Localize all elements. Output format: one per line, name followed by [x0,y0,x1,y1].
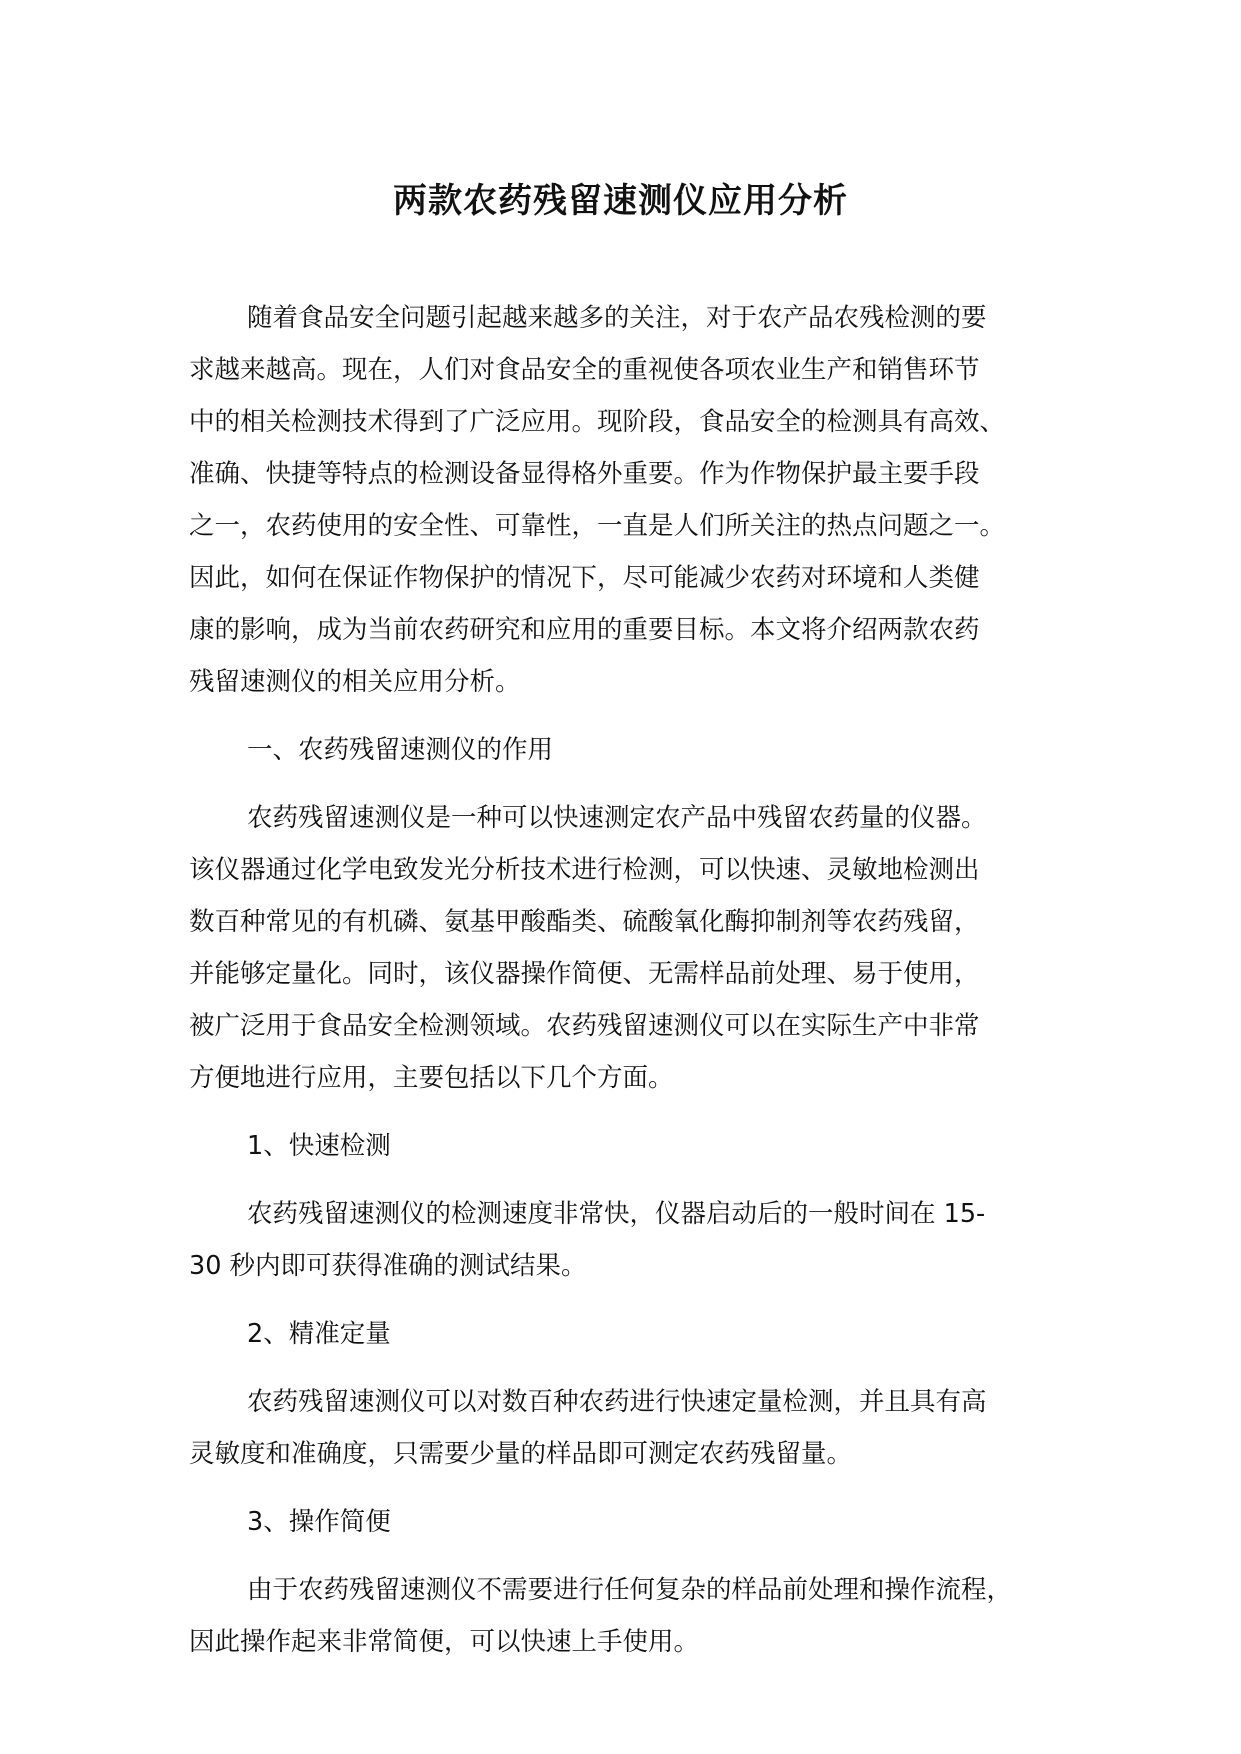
paragraph-line: 由于农药残留速测仪不需要进行任何复杂的样品前处理和操作流程， [247,1575,1013,1605]
document-body [189,292,1089,1668]
paragraph-line: 残留速测仪的相关应用分析。 [189,667,521,697]
paragraph-line: 30 秒内即可获得准确的测试结果。 [189,1251,587,1281]
subsection-heading: 2、精准定量 [247,1319,391,1349]
paragraph-line: 该仪器通过化学电致发光分析技术进行检测，可以快速、灵敏地检测出 [189,855,980,885]
paragraph-line: 因此操作起来非常简便，可以快速上手使用。 [189,1627,700,1657]
paragraph-line: 农药残留速测仪可以对数百种农药进行快速定量检测，并且具有高 [247,1387,987,1417]
intro-paragraph [189,292,1089,708]
paragraph-line: 随着食品安全问题引起越来越多的关注，对于农产品农残检测的要 [247,303,987,333]
paragraph-line: 之一，农药使用的安全性、可靠性，一直是人们所关注的热点问题之一。 [189,511,1006,541]
paragraph-line: 因此，如何在保证作物保护的情况下，尽可能减少农药对环境和人类健 [189,563,980,593]
section1-paragraph [189,792,1089,1104]
paragraph-line: 求越来越高。现在，人们对食品安全的重视使各项农业生产和销售环节 [189,355,980,385]
paragraph-line: 数百种常见的有机磷、氨基甲酸酯类、硫酸氧化酶抑制剂等农药残留， [189,907,980,937]
item1-paragraph [189,1188,1089,1292]
paragraph-line: 中的相关检测技术得到了广泛应用。现阶段，食品安全的检测具有高效、 [189,407,1006,437]
item2-paragraph [189,1376,1089,1480]
section-heading: 一、农药残留速测仪的作用 [247,735,554,765]
page-title: 两款农药残留速测仪应用分析 [393,181,848,221]
paragraph-line: 准确、快捷等特点的检测设备显得格外重要。作为作物保护最主要手段 [189,459,980,489]
subsection-heading: 3、操作简便 [247,1507,391,1537]
item3-paragraph [189,1564,1089,1668]
paragraph-line: 康的影响，成为当前农药研究和应用的重要目标。本文将介绍两款农药 [189,615,980,645]
paragraph-line: 农药残留速测仪是一种可以快速测定农产品中残留农药量的仪器。 [247,803,987,833]
paragraph-line: 并能够定量化。同时，该仪器操作简便、无需样品前处理、易于使用， [189,959,980,989]
subsection-heading: 1、快速检测 [247,1131,391,1161]
paragraph-line: 农药残留速测仪的检测速度非常快，仪器启动后的一般时间在 15- [247,1199,986,1229]
paragraph-line: 方便地进行应用，主要包括以下几个方面。 [189,1063,674,1093]
paragraph-line: 被广泛用于食品安全检测领域。农药残留速测仪可以在实际生产中非常 [189,1011,980,1041]
paragraph-line: 灵敏度和准确度，只需要少量的样品即可测定农药残留量。 [189,1439,853,1469]
